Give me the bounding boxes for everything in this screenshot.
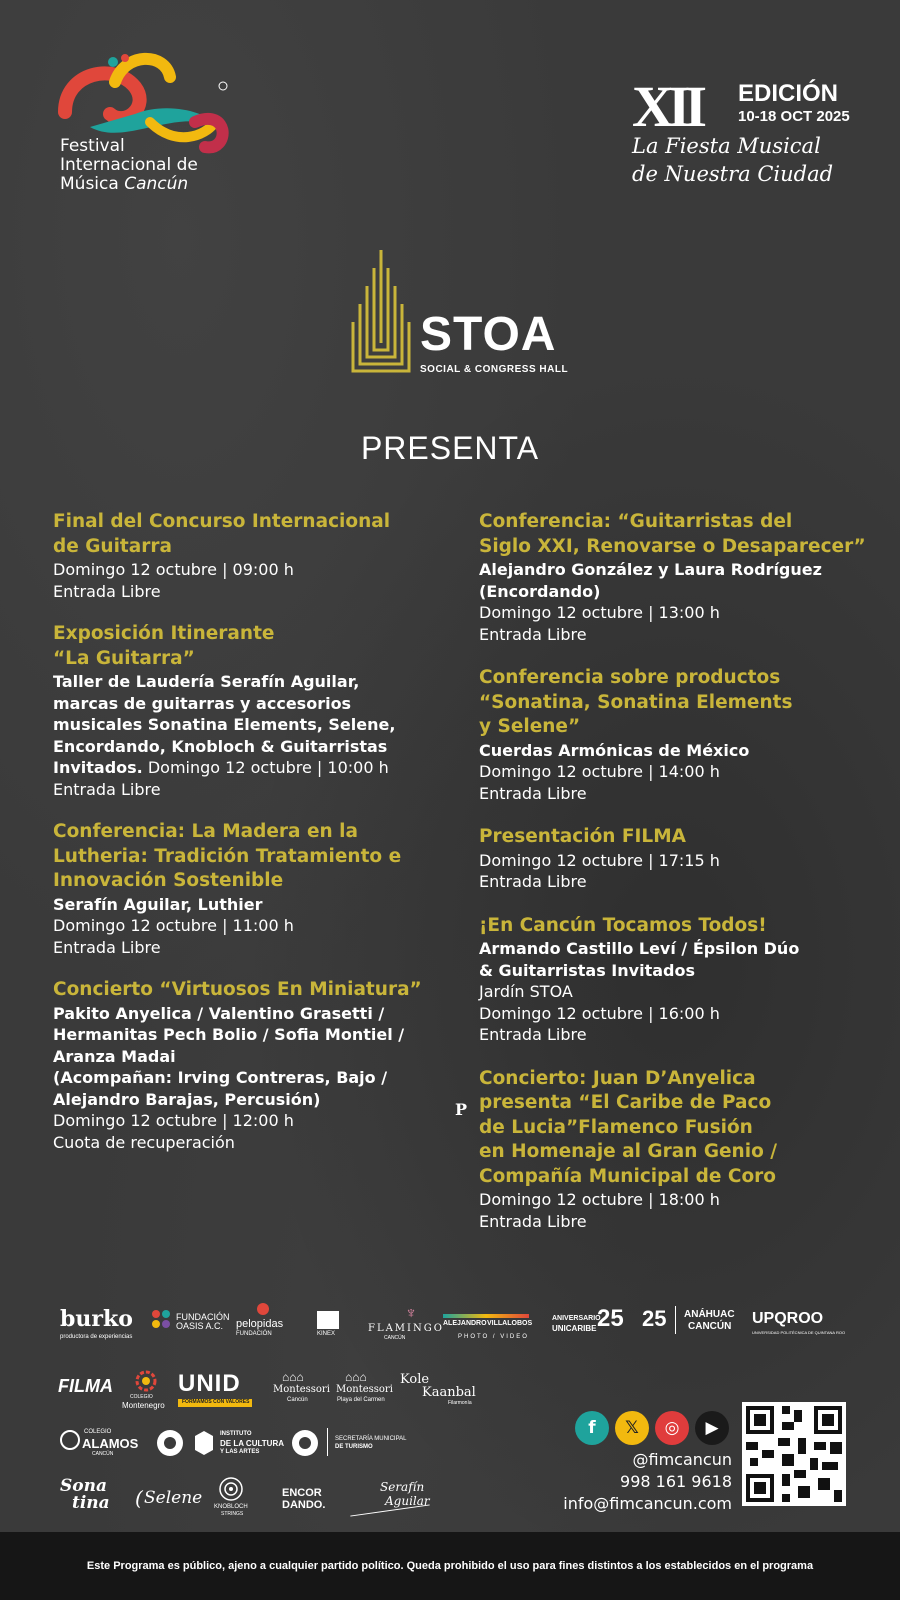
event-participants: Aranza Madai (53, 1046, 176, 1066)
event-participants: Serafín Aguilar, Luthier (53, 894, 263, 914)
instagram-icon[interactable]: ◎ (655, 1411, 689, 1445)
sponsor-filma: FILMA (58, 1376, 113, 1396)
event-participants: Alejandro González y Laura Rodríguez (479, 560, 822, 579)
event-participants: Pakito Anyelica / Valentino Grasetti / (53, 1003, 385, 1023)
contact-handle[interactable]: @fimcancun (632, 1450, 732, 1469)
event-title: de Lucia”Flamenco Fusión (479, 1116, 753, 1138)
youtube-icon[interactable]: ▶ (695, 1411, 729, 1445)
turismo-divider (327, 1428, 328, 1456)
sponsor-instituto-b: DE LA CULTURA (220, 1439, 284, 1448)
event-title: Concierto “Virtuosos En Miniatura” (53, 979, 422, 1000)
event-participants: & Guitarristas Invitados (479, 960, 695, 980)
sponsor-anahuac-b: CANCÚN (688, 1321, 732, 1332)
event-participants: Armando Castillo Leví / Épsilon Dúo (479, 939, 800, 958)
event-access: Entrada Libre (479, 1211, 587, 1231)
footer-bar (0, 1532, 900, 1600)
event-date: Domingo 12 octubre | 13:00 h (479, 603, 720, 622)
sponsor-montenegro-a: COLEGIO (130, 1394, 153, 1400)
sponsor-alamos-sub: CANCÚN (92, 1451, 114, 1457)
sponsor-encordando-a: ENCOR (282, 1487, 322, 1499)
facebook-icon[interactable]: f (575, 1411, 609, 1445)
event-participants: Encordando, Knobloch & Guitarristas (53, 736, 388, 756)
sponsor-unid: UNID (178, 1370, 241, 1397)
sponsor-flamingo: FLAMINGO (368, 1323, 444, 1334)
program-event (479, 914, 879, 1046)
sponsor-sonatina-a: Sona (60, 1476, 107, 1496)
sponsor-upqroo: UPQROO (752, 1310, 824, 1327)
event-title: Siglo XXI, Renovarse o Desaparecer” (479, 535, 866, 557)
sponsor-montenegro-b: Montenegro (122, 1401, 165, 1410)
event-participants: Taller de Laudería Serafín Aguilar, (53, 672, 360, 691)
event-title: Concierto: Juan D’Anyelica (479, 1067, 756, 1089)
contact-email[interactable]: info@fimcancun.com (563, 1494, 732, 1513)
oasis-icon (150, 1308, 172, 1330)
sponsor-pelopidas: pelopidas (236, 1318, 284, 1330)
event-title: Innovación Sostenible (53, 870, 284, 891)
sponsor-montessori2-b: Playa del Carmen (337, 1397, 385, 1403)
event-participants: musicales Sonatina Elements, Selene, (53, 715, 396, 734)
sponsor-selene-mark: ( (135, 1486, 143, 1510)
sponsor-selene: Selene (144, 1488, 203, 1508)
event-date: Domingo 12 octubre | 17:15 h (479, 850, 720, 870)
program-event (53, 510, 433, 602)
event-participants: (Encordando) (479, 581, 601, 601)
program-event (479, 825, 879, 893)
contact-phone[interactable]: 998 161 9618 (620, 1472, 732, 1491)
edition-dates: 10-18 OCT 2025 (738, 108, 850, 125)
sponsor-instituto-a: INSTITUTO (220, 1431, 252, 1437)
event-title: Compañía Municipal de Coro (479, 1165, 776, 1187)
sponsor-upqroo-sub: UNIVERSIDAD POLITÉCNICA DE QUINTANA ROO (752, 1330, 846, 1335)
montenegro-icon (135, 1370, 157, 1397)
montessori1-icon: ⌂⌂⌂ (282, 1370, 304, 1384)
sponsor-encordando-b: DANDO. (282, 1499, 326, 1511)
sponsor-villalobos-b: VILLALOBOS (487, 1320, 533, 1327)
event-access: Entrada Libre (479, 1025, 587, 1044)
x-icon[interactable]: 𝕏 (615, 1411, 649, 1445)
event-title: “Sonatina, Sonatina Elements (479, 691, 793, 713)
kinex-logo-icon (317, 1311, 339, 1329)
sponsor-turismo-a: SECRETARÍA MUNICIPAL (335, 1436, 407, 1442)
event-participants: Hermanitas Pech Bolio / Sofia Montiel / (53, 1025, 405, 1044)
sponsor-unicaribe-a: ANIVERSARIO (552, 1315, 601, 1322)
event-date: Domingo 12 octubre | 14:00 h (479, 762, 720, 781)
sponsor-montessori1-b: Cancún (287, 1397, 308, 1403)
stoa-logo-mark (350, 248, 412, 376)
event-date: Domingo 12 octubre | 16:00 h (479, 1003, 720, 1023)
sponsor-kinex: KINEX (317, 1331, 336, 1337)
event-title: Final del Concurso Internacional (53, 511, 391, 532)
event-access: Entrada Libre (479, 783, 587, 803)
sponsor-montessori2-a: Montessori (336, 1384, 393, 1395)
event-access: Entrada Libre (53, 937, 161, 957)
sponsor-villalobos-sub: PHOTO / VIDEO (458, 1334, 529, 1340)
sponsor-burko-name: burko (60, 1306, 133, 1332)
event-date: Domingo 12 octubre | 12:00 h (53, 1111, 294, 1130)
sponsor-sonatina-b: tina (72, 1493, 110, 1513)
sponsor-flamingo-sub: CANCÚN (384, 1335, 406, 1341)
p-mark: P (455, 1100, 468, 1119)
sponsor-anahuac-num: 25 (642, 1306, 667, 1331)
festival-name-line3b: Cancún (124, 174, 189, 194)
sponsor-villalobos-a: ALEJANDRO (443, 1320, 487, 1327)
program-right-column (479, 510, 879, 1253)
edition-roman-numeral: XII (632, 74, 702, 139)
event-access: Cuota de recuperación (53, 1132, 235, 1152)
event-date: Domingo 12 octubre | 10:00 h (147, 758, 389, 777)
sponsor-knobloch-a: KNOBLOCH (214, 1504, 248, 1510)
event-participants: marcas de guitarras y accesorios (53, 693, 352, 713)
program-event (53, 978, 433, 1153)
event-title: ¡En Cancún Tocamos Todos! (479, 914, 767, 936)
event-date: Domingo 12 octubre | 11:00 h (53, 916, 294, 935)
event-title: en Homenaje al Gran Genio / (479, 1141, 777, 1162)
sponsor-knobloch-b: STRINGS (221, 1511, 244, 1517)
edition-tagline-2: de Nuestra Ciudad (632, 162, 834, 186)
edition-label: EDICIÓN (738, 80, 839, 107)
event-title: Presentación FILMA (479, 826, 686, 847)
event-participants: Cuerdas Armónicas de México (479, 740, 750, 760)
event-date: Domingo 12 octubre | 09:00 h (53, 560, 294, 579)
sponsor-instituto-c: Y LAS ARTES (220, 1449, 260, 1455)
event-access: Entrada Libre (479, 872, 587, 891)
sponsor-unicaribe-b: UNICARIBE (552, 1324, 597, 1333)
sponsor-serafin-a: Serafín (380, 1480, 425, 1494)
alamos-icon (60, 1430, 80, 1455)
turismo-icon (290, 1428, 320, 1463)
festival-name (60, 137, 198, 194)
event-title: Conferencia: La Madera en la (53, 821, 358, 842)
event-title: “La Guitarra” (53, 647, 195, 669)
sponsor-serafin-b: Aguilar (385, 1494, 430, 1508)
qr-code-icon[interactable] (742, 1402, 846, 1506)
program-left-column (53, 510, 433, 1173)
municipio-icon (155, 1428, 185, 1463)
stoa-name: STOA (420, 308, 557, 361)
sponsor-montessori1-a: Montessori (273, 1384, 330, 1395)
sponsor-oasis (150, 1308, 172, 1335)
anahuac-divider (675, 1306, 676, 1334)
sponsor-alamos-a: COLEGIO (84, 1429, 112, 1435)
sponsor-burko-sub: productora de experiencias (60, 1334, 133, 1340)
event-title: presenta “El Caribe de Paco (479, 1092, 772, 1113)
program-event (53, 820, 433, 958)
event-date: Domingo 12 octubre | 18:00 h (479, 1190, 720, 1209)
event-title: y Selene” (479, 716, 581, 737)
sponsor-turismo-b: DE TURISMO (335, 1444, 373, 1450)
instituto-icon (193, 1430, 215, 1461)
sponsor-unicaribe-num: 25 (597, 1305, 624, 1332)
event-title: Lutheria: Tradición Tratamiento e (53, 845, 402, 867)
sponsor-burko (60, 1306, 133, 1332)
sponsor-pelopidas-sub: FUNDACIÓN (236, 1331, 272, 1337)
sponsor-kole-b: Kaanbal (422, 1385, 476, 1400)
program-event (53, 622, 433, 800)
villalobos-stripe-icon (443, 1314, 529, 1318)
knobloch-icon (218, 1476, 244, 1507)
edition-tagline-1: La Fiesta Musical (632, 134, 821, 158)
stoa-subtitle: SOCIAL & CONGRESS HALL (420, 364, 569, 375)
sponsor-kole-sub: Filarmonía (448, 1400, 472, 1406)
event-participants: Alejandro Barajas, Percusión) (53, 1089, 321, 1109)
program-event (479, 666, 879, 804)
event-access: Entrada Libre (53, 581, 161, 601)
flamingo-icon: ♆ (405, 1305, 417, 1322)
event-title: de Guitarra (53, 535, 172, 557)
event-title: Conferencia: “Guitarristas del (479, 511, 793, 532)
event-access: Entrada Libre (479, 624, 587, 644)
program-event (479, 1067, 879, 1233)
sponsor-unid-sub: FORMAMOS CON VALORES (182, 1399, 250, 1405)
event-participants: Invitados. (53, 758, 143, 777)
presenta-heading: PRESENTA (360, 430, 540, 466)
event-date-line (53, 757, 433, 779)
festival-name-line1: Festival (60, 136, 125, 156)
sponsor-anahuac-a: ANÁHUAC (684, 1309, 735, 1320)
sponsor-kole-a: Kole (400, 1372, 430, 1387)
sponsor-oasis-name: FUNDACIÓN OASIS A.C. (176, 1312, 230, 1331)
event-participants: (Acompañan: Irving Contreras, Bajo / (53, 1068, 388, 1087)
event-access: Entrada Libre (53, 779, 161, 799)
sponsor-alamos-b: ALAMOS (82, 1436, 139, 1451)
program-event (479, 510, 879, 645)
festival-name-line3a: Música (60, 174, 119, 194)
event-place: Jardín STOA (479, 982, 573, 1001)
festival-name-line2: Internacional de (60, 155, 198, 175)
montessori2-icon: ⌂⌂⌂ (345, 1370, 367, 1384)
footer-disclaimer: Este Programa es público, ajeno a cualquier partido político. Queda prohibido el uso para fines distintos a los establecidos en el programa (86, 1560, 814, 1572)
event-title: Conferencia sobre productos (479, 667, 781, 688)
event-title: Exposición Itinerante (53, 623, 275, 644)
